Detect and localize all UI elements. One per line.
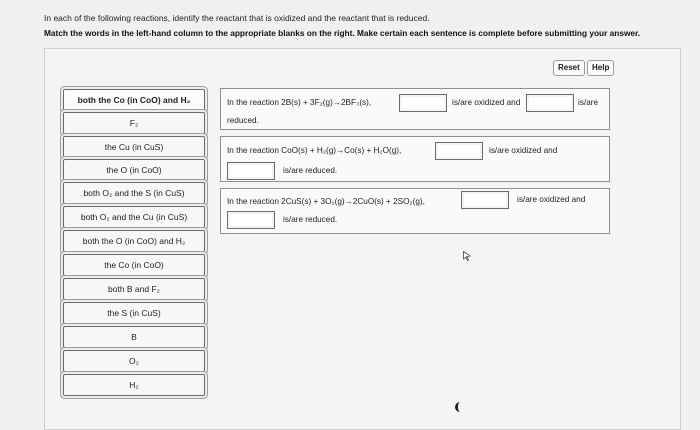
answer-chip[interactable]: O₂: [63, 350, 205, 372]
reaction-sentence-3: [220, 188, 610, 234]
answer-blank[interactable]: [526, 94, 574, 112]
sentence-middle: is/are oxidized and: [489, 146, 558, 155]
answer-chip[interactable]: both O₂ and the Cu (in CuS): [63, 206, 205, 228]
sentence-tail: reduced.: [227, 116, 259, 125]
answer-blank[interactable]: [227, 162, 275, 180]
match-instruction-text: Match the words in the left-hand column to the appropriate blanks on the right. Make certain each sentence is complete before submitting your answer.: [44, 28, 641, 38]
answer-blank[interactable]: [227, 211, 275, 229]
sentence-end: is/are: [578, 98, 599, 107]
answer-chip[interactable]: both B and F₂: [63, 278, 205, 300]
sentence-middle: is/are oxidized and: [452, 98, 521, 107]
answer-chip[interactable]: the O (in CoO): [63, 159, 205, 181]
answer-blank[interactable]: [399, 94, 447, 112]
answer-chip[interactable]: both the Co (in CoO) and H₂: [63, 89, 205, 111]
sentence-prefix: In the reaction 2CuS(s) + 3O₂(g)→2CuO(s) + 2SO₂(g),: [227, 197, 425, 206]
answer-blank[interactable]: [461, 191, 509, 209]
answer-chip[interactable]: H₂: [63, 374, 205, 396]
reaction-sentence-1: [220, 88, 610, 130]
answer-chip[interactable]: both O₂ and the S (in CuS): [63, 182, 205, 204]
sentence-prefix: In the reaction 2B(s) + 3F₂(g)→2BF₃(s),: [227, 98, 372, 107]
answer-chip[interactable]: the S (in CuS): [63, 302, 205, 324]
sentence-prefix: In the reaction CoO(s) + H₂(g)→Co(s) + H₂O(g),: [227, 146, 402, 155]
answer-chip[interactable]: the Co (in CoO): [63, 254, 205, 276]
partial-arc-icon: [455, 402, 464, 412]
sentence-tail: is/are reduced.: [283, 166, 338, 175]
reset-button[interactable]: Reset: [553, 60, 585, 76]
answer-chip[interactable]: F₂: [63, 112, 205, 134]
sentence-middle: is/are oxidized and: [517, 195, 586, 204]
answer-blank[interactable]: [435, 142, 483, 160]
help-button[interactable]: Help: [587, 60, 614, 76]
answer-chip[interactable]: B: [63, 326, 205, 348]
sentence-tail: is/are reduced.: [283, 215, 338, 224]
reaction-sentence-2: [220, 136, 610, 182]
mouse-pointer-icon: [463, 251, 471, 261]
instruction-text: In each of the following reactions, identify the reactant that is oxidized and the reactant that is reduced.: [44, 13, 430, 23]
answer-chip[interactable]: the Cu (in CuS): [63, 136, 205, 158]
answer-chip[interactable]: both the O (in CoO) and H₂: [63, 230, 205, 252]
